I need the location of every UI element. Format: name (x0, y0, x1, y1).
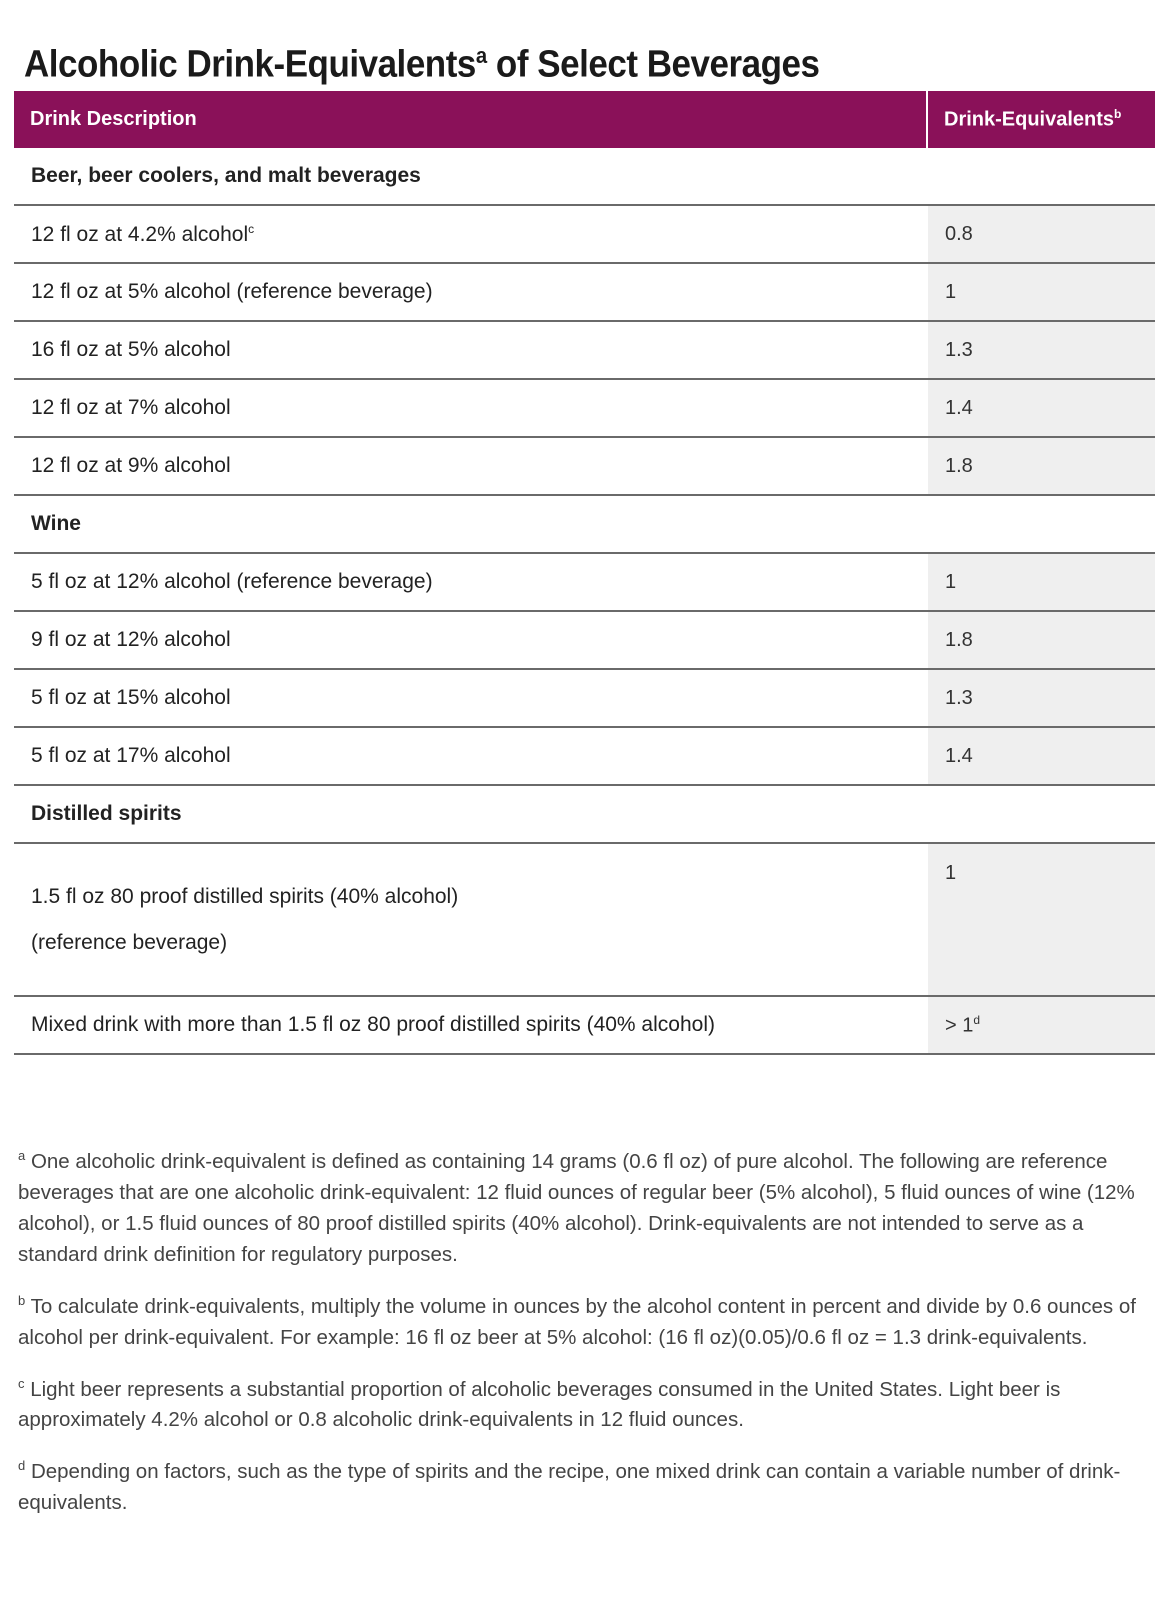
table-row (14, 437, 1155, 495)
header-drink-equivalents: Drink-Equivalents$^b$ (927, 91, 1155, 148)
row-value: 1 (927, 843, 1155, 996)
row-description: Mixed drink with more than 1.5 fl oz 80 proof distilled spirits (40% alcohol) (14, 996, 927, 1054)
table-row (14, 263, 1155, 321)
row-description: 5 fl oz at 12% alcohol (reference beverage) (14, 553, 927, 611)
header-drink-description: Drink Description (14, 91, 927, 148)
row-description: 5 fl oz at 15% alcohol (14, 669, 927, 727)
row-value: 1.8 (927, 437, 1155, 495)
row-value: > $1^d$ (927, 996, 1155, 1054)
row-value: 1.3 (927, 321, 1155, 379)
table-row (14, 727, 1155, 785)
row-description: 1.5 fl oz 80 proof distilled spirits (40% alcohol) (reference beverage) (14, 843, 927, 996)
table-row (14, 553, 1155, 611)
footnote-d: $^d$ Depending on factors, such as the type of spirits and the recipe, one mixed drink can contain a variable number of drink-equivalents. (18, 1458, 1121, 1515)
group-label: Wine (14, 495, 927, 553)
row-description: 16 fl oz at 5% alcohol (14, 321, 927, 379)
title-text: Alcoholic Drink-Equivalents (24, 44, 476, 87)
page-title (24, 43, 819, 87)
title-suffix: of Select Beverages (486, 44, 820, 87)
table-row (14, 669, 1155, 727)
row-description: 12 fl oz at 9% alcohol (14, 437, 927, 495)
footnotes (18, 1140, 1138, 1533)
group-row-beer (14, 148, 1155, 205)
table-row (14, 379, 1155, 437)
row-description: 9 fl oz at 12% alcohol (14, 611, 927, 669)
footnote-b: $^b$ To calculate drink-equivalents, multiply the volume in ounces by the alcohol content in percent and divide by 0.6 ounces of alcohol per drink-equivalent. For example: 16 fl oz beer at 5% alcohol: (16 fl oz)(0.05)/0.6 fl oz = 1.3 drink-equivalents. (18, 1292, 1136, 1349)
row-value: 1 (927, 553, 1155, 611)
group-label: Distilled spirits (14, 785, 927, 843)
table-row (14, 843, 1155, 996)
footnote-c: $^c$ Light beer represents a substantial proportion of alcoholic beverages consumed in the United States. Light beer is approximately 4.2% alcohol or 0.8 alcoholic drink-equivalents in 12 fluid ounces. (18, 1375, 1061, 1432)
group-label: Beer, beer coolers, and malt beverages (14, 148, 927, 205)
row-value: 1.4 (927, 727, 1155, 785)
group-row-spirits (14, 785, 1155, 843)
table-header-row (14, 91, 1155, 148)
table-row (14, 996, 1155, 1054)
row-value: 1 (927, 263, 1155, 321)
drink-equivalents-table (14, 91, 1155, 1055)
row-value: 1.8 (927, 611, 1155, 669)
group-row-wine (14, 495, 1155, 553)
row-value: 0.8 (927, 205, 1155, 263)
row-value: 1.3 (927, 669, 1155, 727)
footnote-a: $^a$ One alcoholic drink-equivalent is defined as containing 14 grams (0.6 fl oz) of pure alcohol. The following are reference beverages that are one alcoholic drink-equivalent: 12 fluid ounces of regular beer (5% alcohol), 5 fluid ounces of wine (12% alcohol), or 1.5 fluid ounces of 80 proof distilled spirits (40% alcohol). Drink-equivalents are not intended to serve as a standard drink definition for regulatory purposes. (18, 1148, 1135, 1266)
row-description: 12 fl oz at 5% alcohol (reference beverage) (14, 263, 927, 321)
table-row (14, 611, 1155, 669)
row-description: 5 fl oz at 17% alcohol (14, 727, 927, 785)
row-description: 12 fl oz at 7% alcohol (14, 379, 927, 437)
table-row (14, 205, 1155, 263)
table-row (14, 321, 1155, 379)
row-value: 1.4 (927, 379, 1155, 437)
title-footnote-mark: a (475, 43, 487, 69)
row-description: 12 fl oz at 4.2% alcohol$^c$ (14, 205, 927, 263)
